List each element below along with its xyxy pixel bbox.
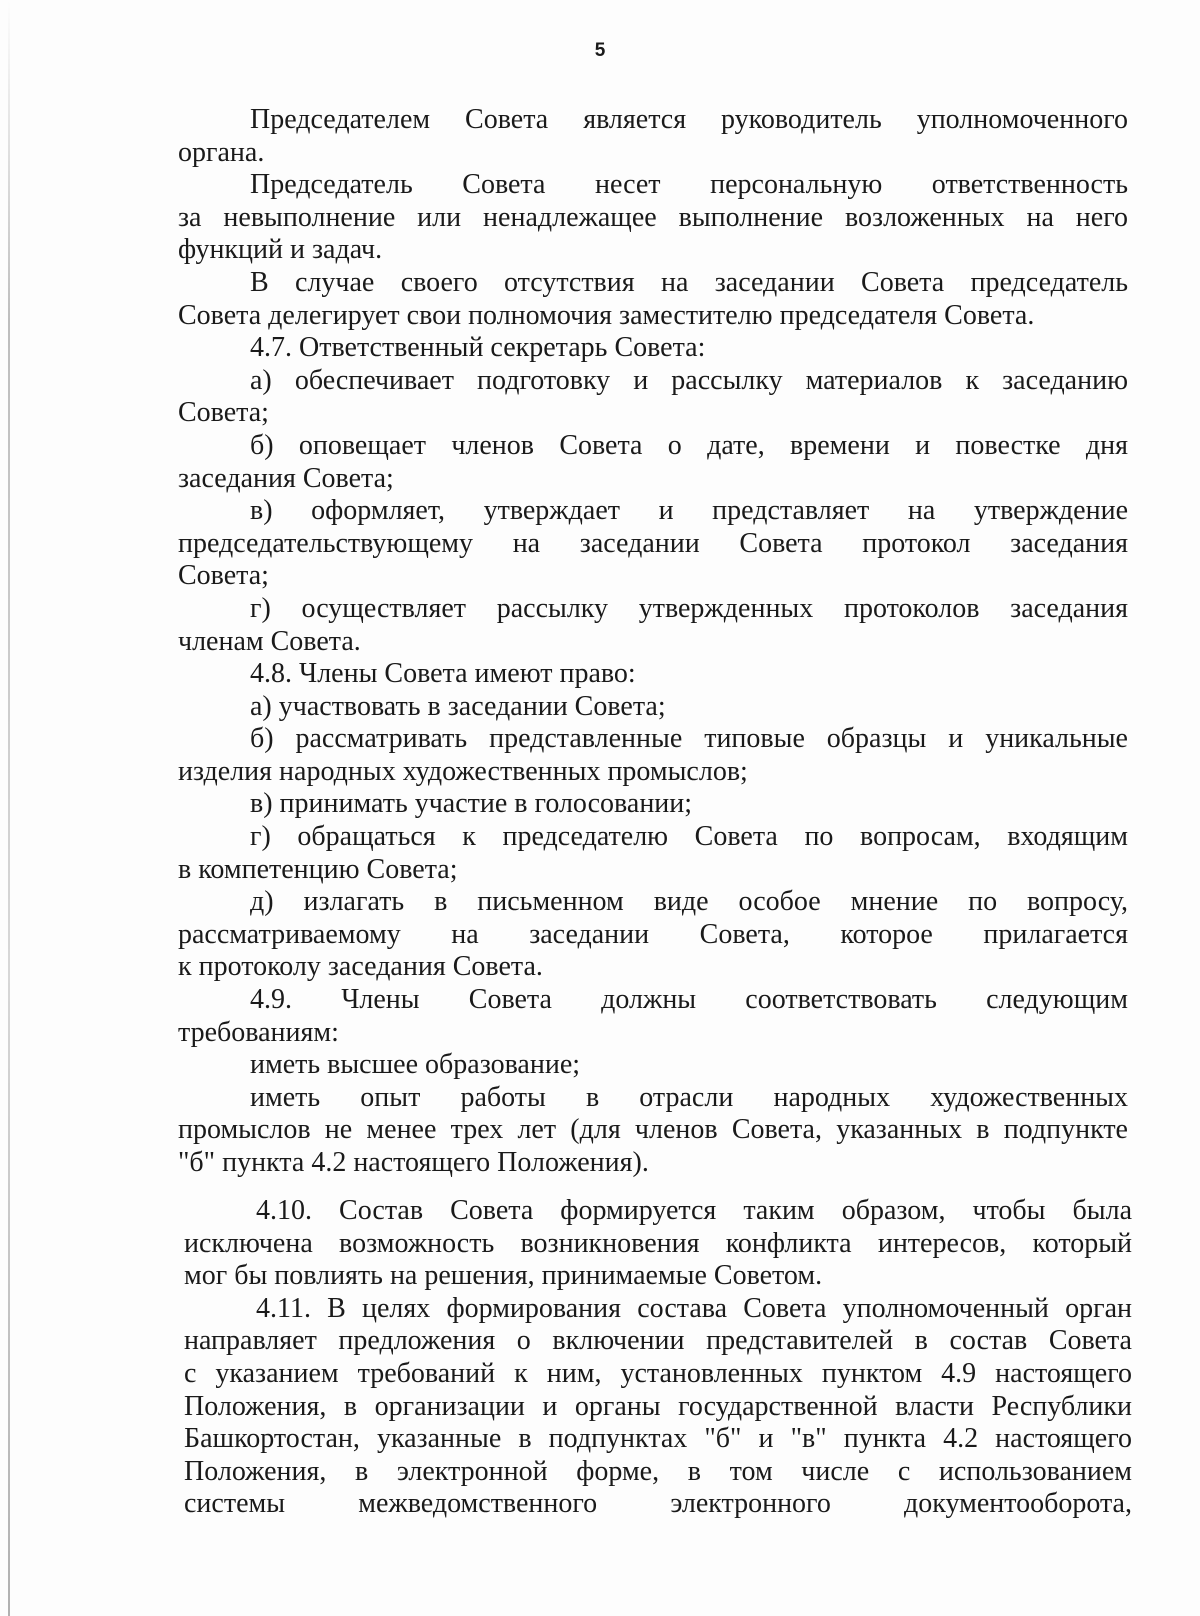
text-line: Совета;: [178, 560, 269, 592]
text-line: Положения, в организации и органы государственной власти Республики: [184, 1390, 1132, 1422]
text-line: "б" пункта 4.2 настоящего Положения).: [178, 1147, 649, 1178]
text-line: д) излагать в письменном виде особое мнение по вопросу,: [250, 886, 1128, 918]
text-line: а) участвовать в заседании Совета;: [250, 690, 666, 722]
text-line: к протоколу заседания Совета.: [178, 951, 543, 983]
text-line: б) оповещает членов Совета о дате, времени и повестке дня: [250, 429, 1128, 461]
text-line: изделия народных художественных промыслов;: [178, 755, 748, 787]
text-line: с указанием требований к ним, установленных пунктом 4.9 настоящего: [184, 1357, 1132, 1389]
text-line: иметь опыт работы в отрасли народных художественных: [250, 1081, 1128, 1113]
scan-edge: [8, 0, 10, 1616]
text-line: членам Совета.: [178, 625, 361, 657]
text-line: 4.11. В целях формирования состава Совета уполномоченный орган: [256, 1292, 1132, 1324]
text-line: Совета;: [178, 397, 269, 429]
text-line: в компетенцию Совета;: [178, 853, 458, 885]
text-line: органа.: [178, 136, 265, 168]
text-line: заседания Совета;: [178, 462, 394, 494]
page-number: 5: [594, 40, 606, 61]
text-line: Положения, в электронной форме, в том числе с использованием: [184, 1455, 1132, 1487]
text-line: г) обращаться к председателю Совета по вопросам, входящим: [250, 821, 1128, 853]
text-line: требованиям:: [178, 1016, 339, 1048]
text-line: системы межведомственного электронного документооборота,: [184, 1488, 1132, 1520]
text-line: за невыполнение или ненадлежащее выполнение возложенных на него: [178, 201, 1128, 233]
text-line: 4.9. Члены Совета должны соответствовать следующим: [250, 984, 1128, 1016]
text-line: функций и задач.: [178, 234, 383, 266]
text-line: рассматриваемому на заседании Совета, которое прилагается: [178, 918, 1128, 950]
text-line: исключена возможность возникновения конфликта интересов, который: [184, 1227, 1132, 1259]
text-line: 4.8. Члены Совета имеют право:: [250, 658, 636, 690]
text-line: г) осуществляет рассылку утвержденных протоколов заседания: [250, 592, 1128, 624]
text-line: 4.7. Ответственный секретарь Совета:: [250, 332, 706, 364]
text-line: в) оформляет, утверждает и представляет на утверждение: [250, 495, 1128, 527]
text-line: Башкортостан, указанные в подпунктах "б" и "в" пункта 4.2 настоящего: [184, 1423, 1132, 1455]
text-line: направляет предложения о включении представителей в состав Совета: [184, 1325, 1132, 1357]
text-line: 4.10. Состав Совета формируется таким образом, чтобы была: [256, 1195, 1132, 1226]
text-line: Председатель Совета несет персональную ответственность: [250, 169, 1128, 201]
text-line: а) обеспечивает подготовку и рассылку материалов к заседанию: [250, 364, 1128, 396]
document-body-part-1: [178, 104, 1128, 1180]
text-line: иметь высшее образование;: [250, 1049, 581, 1081]
text-line: Председателем Совета является руководитель уполномоченного: [250, 104, 1128, 135]
text-line: председательствующему на заседании Совета протокол заседания: [178, 527, 1128, 559]
text-line: В случае своего отсутствия на заседании Совета председатель: [250, 266, 1128, 298]
text-line: мог бы повлиять на решения, принимаемые Советом.: [184, 1260, 823, 1292]
text-line: промыслов не менее трех лет (для членов Совета, указанных в подпункте: [178, 1114, 1128, 1146]
text-line: Совета делегирует свои полномочия заместителю председателя Совета.: [178, 299, 1035, 331]
text-line: в) принимать участие в голосовании;: [250, 788, 693, 820]
text-line: б) рассматривать представленные типовые образцы и уникальные: [250, 723, 1128, 755]
document-body-part-2: [184, 1195, 1132, 1521]
